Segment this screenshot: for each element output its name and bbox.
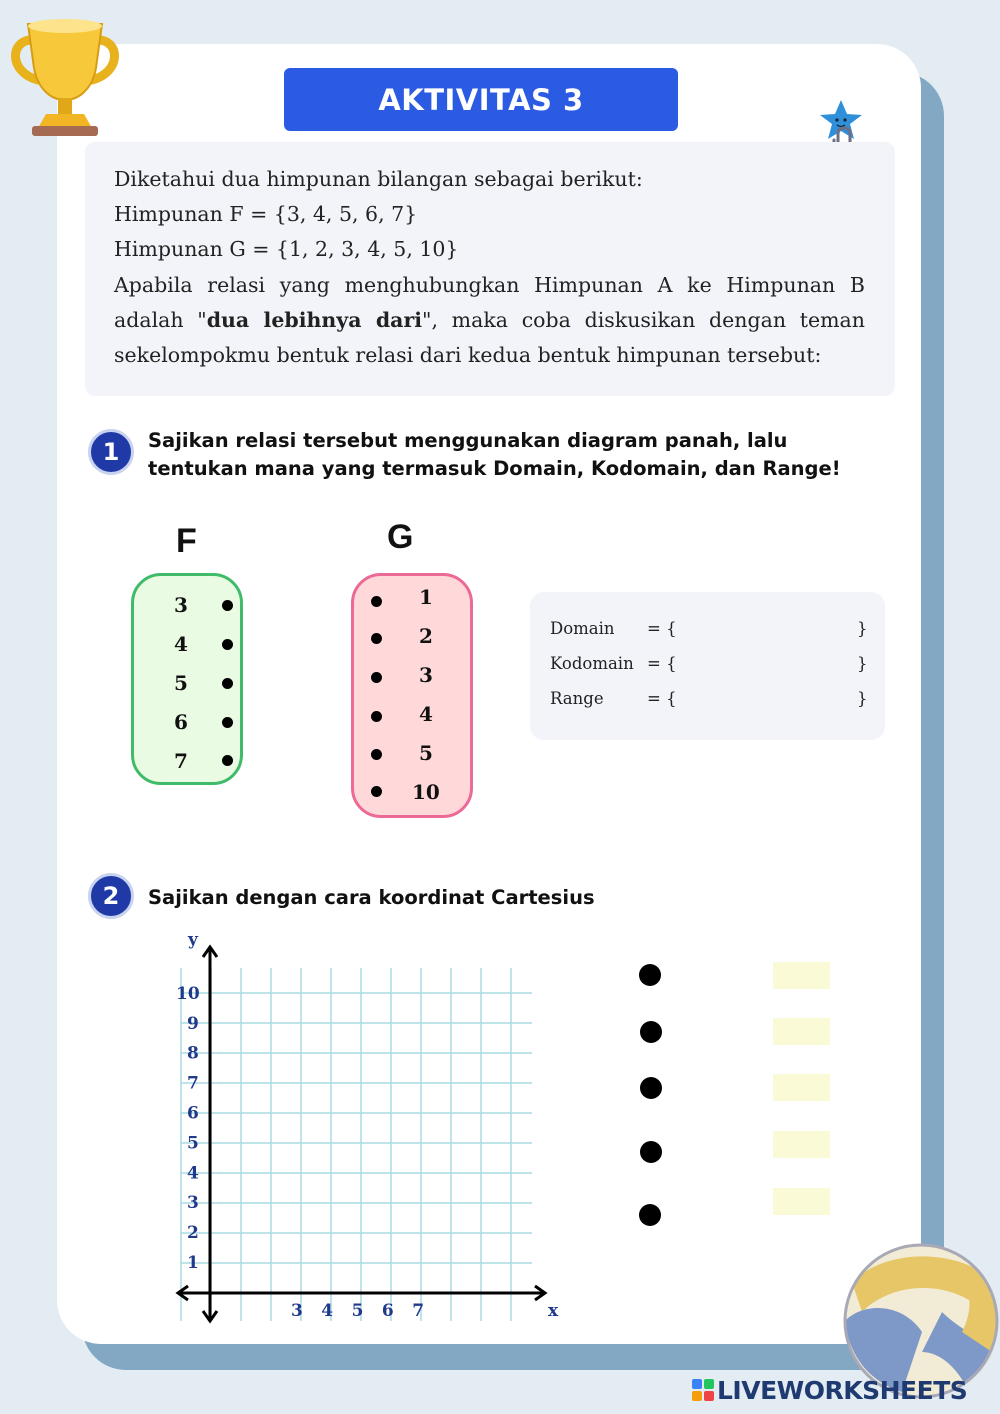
x-tick-label: 7 [412,1301,425,1321]
domain-close: } [857,619,868,638]
step-2-instruction: Sajikan dengan cara koordinat Cartesius [148,886,595,909]
y-tick-label: 8 [187,1043,199,1064]
grid [181,968,532,1321]
kodomain-label: Kodomain [550,654,634,673]
liveworksheets-brand [692,1375,967,1405]
relation-paragraph [114,268,865,374]
brand-text: LIVEWORKSHEETS [717,1375,968,1405]
match-point[interactable] [639,1204,661,1226]
set-f-definition: Himpunan F = {3, 4, 5, 6, 7} [114,202,418,227]
y-tick-label: 2 [187,1223,199,1244]
arrow-end-point[interactable] [371,749,382,760]
y-tick-label: 6 [187,1103,199,1124]
problem-statement [85,142,895,396]
arrow-start-point[interactable] [222,678,233,689]
step-1-badge: 1 [88,429,134,475]
match-point[interactable] [639,964,661,986]
set-f-member: 7 [174,749,188,773]
y-tick-label: 9 [187,1013,199,1034]
arrow-end-point[interactable] [371,711,382,722]
set-f-member: 6 [174,710,188,734]
activity-title: AKTIVITAS 3 [284,68,678,131]
set-g-definition: Himpunan G = {1, 2, 3, 4, 5, 10} [114,237,459,262]
step-2-badge: 2 [88,873,134,919]
domain-label: Domain [550,619,615,638]
y-tick-label: 1 [187,1253,199,1273]
y-tick-label: 10 [176,983,200,1004]
x-tick-label: 6 [381,1301,394,1321]
tick-labels [176,984,424,1321]
match-point[interactable] [640,1141,662,1163]
relation-rule: dua lebihnya dari [206,307,423,332]
range-label: Range [550,689,604,708]
domain-equals: = { [647,619,677,638]
x-tick-label: 4 [321,1301,334,1321]
relation-text-start: Apabila relasi yang menghubungkan Himpunan A ke Himpunan B adalah " [114,272,865,332]
x-axis-label: x [548,1301,559,1321]
answer-input[interactable] [773,1131,830,1158]
set-f-member: 5 [174,671,188,695]
set-f-member: 3 [174,593,188,617]
set-g-member: 1 [419,585,433,609]
set-g-member: 4 [419,702,433,726]
x-tick-label: 3 [291,1301,303,1321]
y-tick-label: 3 [187,1193,199,1214]
answer-input[interactable] [773,1074,830,1101]
set-g-member: 2 [419,624,433,648]
range-close: } [857,689,868,708]
y-tick-label: 7 [187,1073,199,1094]
arrow-end-point[interactable] [371,596,382,607]
match-point[interactable] [640,1077,662,1099]
y-axis-label: y [188,930,198,950]
answer-input[interactable] [773,1018,830,1045]
set-f-label: F [176,522,197,560]
arrow-end-point[interactable] [371,633,382,644]
match-point[interactable] [640,1021,662,1043]
arrow-start-point[interactable] [222,600,233,611]
arrow-end-point[interactable] [371,672,382,683]
y-tick-label: 4 [187,1163,199,1184]
answer-box [530,592,885,740]
y-axis [203,947,217,1321]
intro-line-1: Diketahui dua himpunan bilangan sebagai berikut: [114,167,643,191]
trophy-icon [4,10,126,140]
arrow-end-point[interactable] [371,786,382,797]
y-tick-label: 5 [187,1133,199,1154]
liveworksheets-logo-icon [692,1379,714,1401]
set-f-member: 4 [174,632,188,656]
arrow-start-point[interactable] [222,717,233,728]
set-g-label: G [387,518,414,556]
kodomain-close: } [857,654,868,673]
kodomain-equals: = { [647,654,677,673]
set-g-member: 10 [412,780,440,804]
step-1-instruction: Sajikan relasi tersebut menggunakan diagram panah, lalu tentukan mana yang termasuk Domain, Kodomain, dan Range! [148,429,841,480]
arrow-start-point[interactable] [222,639,233,650]
set-g-member: 3 [419,663,433,687]
answer-input[interactable] [773,962,830,989]
x-tick-label: 5 [351,1301,364,1321]
set-g-member: 5 [419,741,433,765]
relation-text-end: ", maka coba diskusikan dengan teman sekelompokmu bentuk relasi dari kedua bentuk himpunan tersebut: [114,307,865,368]
cartesian-graph[interactable] [170,925,570,1330]
answer-input[interactable] [773,1188,830,1215]
arrow-start-point[interactable] [222,755,233,766]
range-equals: = { [647,689,677,708]
